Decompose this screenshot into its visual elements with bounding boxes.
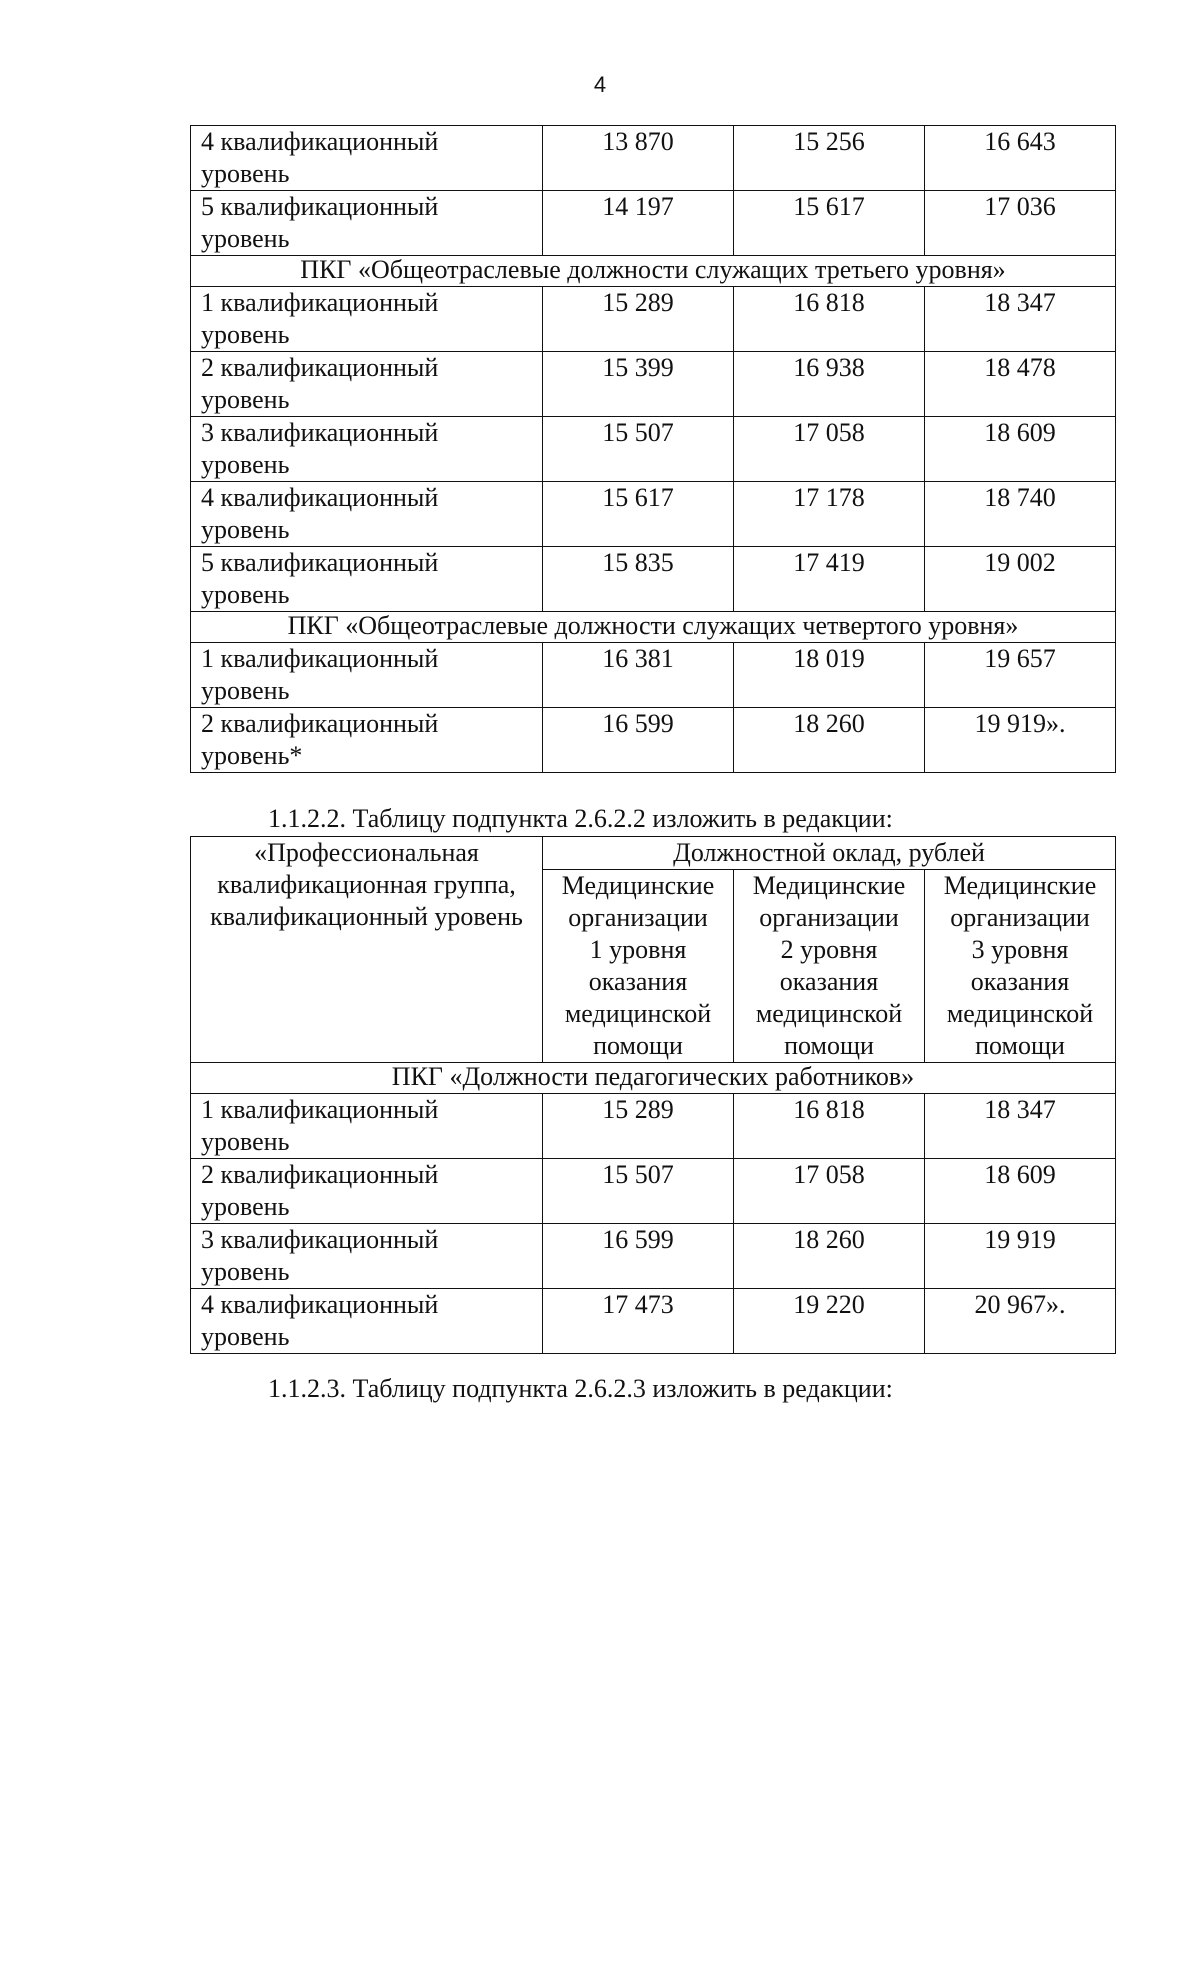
qualification-level-label: 2 квалификационный уровень [191, 352, 543, 417]
qualification-level-label: 4 квалификационный уровень [191, 482, 543, 547]
salary-table-pedagogical [190, 836, 1116, 1354]
salary-cell: 17 058 [734, 1159, 925, 1224]
amendment-paragraph: 1.1.2.2. Таблицу подпункта 2.6.2.2 изложить в редакции: [268, 804, 893, 833]
qualification-level-label: 5 квалификационный уровень [191, 547, 543, 612]
salary-cell: 19 220 [734, 1289, 925, 1354]
salary-cell: 15 617 [734, 191, 925, 256]
salary-cell: 16 643 [925, 126, 1116, 191]
table-row [191, 287, 1116, 352]
table-row [191, 547, 1116, 612]
table-row [191, 482, 1116, 547]
page-number: 4 [593, 72, 607, 97]
group-header-row [191, 1063, 1116, 1094]
salary-cell: 14 197 [543, 191, 734, 256]
salary-cell: 18 478 [925, 352, 1116, 417]
qualification-level-label: 2 квалификационный уровень* [191, 708, 543, 773]
salary-cell: 17 036 [925, 191, 1116, 256]
column-header-level-1: Медицинские организации 1 уровня оказания медицинской помощи [543, 870, 734, 1063]
group-header-row [191, 256, 1116, 287]
qualification-level-label: 2 квалификационный уровень [191, 1159, 543, 1224]
salary-table-general [190, 125, 1116, 773]
salary-cell: 17 058 [734, 417, 925, 482]
salary-cell: 19 919». [925, 708, 1116, 773]
salary-cell: 18 347 [925, 1094, 1116, 1159]
table-row [191, 417, 1116, 482]
table-row [191, 1224, 1116, 1289]
column-header-group: «Профессиональная квалификационная группа, квалификационный уровень [191, 837, 543, 1063]
group-header: ПКГ «Должности педагогических работников» [191, 1063, 1116, 1094]
salary-cell: 18 609 [925, 1159, 1116, 1224]
salary-cell: 16 818 [734, 287, 925, 352]
qualification-level-label: 4 квалификационный уровень [191, 1289, 543, 1354]
column-header-level-2: Медицинские организации 2 уровня оказания медицинской помощи [734, 870, 925, 1063]
salary-cell: 15 289 [543, 287, 734, 352]
column-header-salary: Должностной оклад, рублей [543, 837, 1116, 870]
table-row [191, 708, 1116, 773]
amendment-paragraph: 1.1.2.3. Таблицу подпункта 2.6.2.3 изложить в редакции: [268, 1374, 893, 1403]
salary-cell: 16 938 [734, 352, 925, 417]
salary-cell: 18 260 [734, 1224, 925, 1289]
qualification-level-label: 4 квалификационный уровень [191, 126, 543, 191]
qualification-level-label: 3 квалификационный уровень [191, 417, 543, 482]
salary-cell: 18 019 [734, 643, 925, 708]
table-row [191, 643, 1116, 708]
salary-cell: 17 473 [543, 1289, 734, 1354]
salary-cell: 18 260 [734, 708, 925, 773]
salary-cell: 15 256 [734, 126, 925, 191]
table-row [191, 1094, 1116, 1159]
salary-cell: 19 657 [925, 643, 1116, 708]
salary-cell: 20 967». [925, 1289, 1116, 1354]
table-header-row [191, 837, 1116, 870]
salary-cell: 15 617 [543, 482, 734, 547]
table-row [191, 1289, 1116, 1354]
salary-cell: 15 289 [543, 1094, 734, 1159]
salary-cell: 15 399 [543, 352, 734, 417]
salary-cell: 19 002 [925, 547, 1116, 612]
salary-cell: 17 419 [734, 547, 925, 612]
qualification-level-label: 3 квалификационный уровень [191, 1224, 543, 1289]
table-row [191, 352, 1116, 417]
salary-cell: 18 609 [925, 417, 1116, 482]
salary-cell: 16 818 [734, 1094, 925, 1159]
table-row [191, 191, 1116, 256]
qualification-level-label: 1 квалификационный уровень [191, 287, 543, 352]
table-row [191, 1159, 1116, 1224]
salary-cell: 17 178 [734, 482, 925, 547]
group-header-row [191, 612, 1116, 643]
column-header-level-3: Медицинские организации 3 уровня оказания медицинской помощи [925, 870, 1116, 1063]
qualification-level-label: 1 квалификационный уровень [191, 1094, 543, 1159]
salary-cell: 19 919 [925, 1224, 1116, 1289]
salary-cell: 16 381 [543, 643, 734, 708]
salary-cell: 13 870 [543, 126, 734, 191]
table-row [191, 126, 1116, 191]
salary-cell: 16 599 [543, 1224, 734, 1289]
qualification-level-label: 1 квалификационный уровень [191, 643, 543, 708]
group-header: ПКГ «Общеотраслевые должности служащих третьего уровня» [191, 256, 1116, 287]
qualification-level-label: 5 квалификационный уровень [191, 191, 543, 256]
salary-cell: 18 740 [925, 482, 1116, 547]
salary-cell: 15 835 [543, 547, 734, 612]
group-header: ПКГ «Общеотраслевые должности служащих четвертого уровня» [191, 612, 1116, 643]
salary-cell: 15 507 [543, 417, 734, 482]
salary-cell: 16 599 [543, 708, 734, 773]
salary-cell: 18 347 [925, 287, 1116, 352]
salary-cell: 15 507 [543, 1159, 734, 1224]
